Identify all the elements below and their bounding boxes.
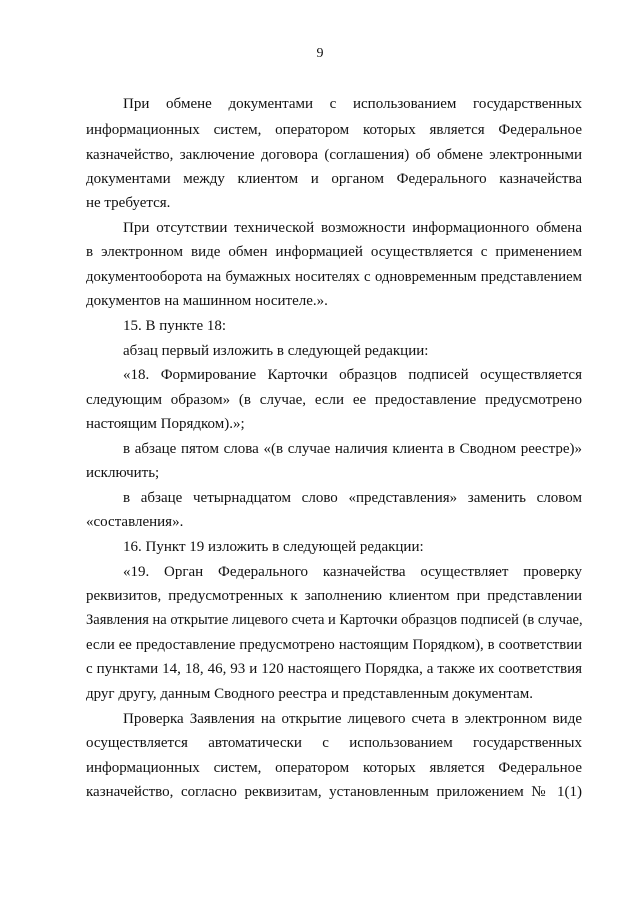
text-line: абзац первый изложить в следующей редакции: [123,343,429,359]
text-line: «составления». [86,514,184,530]
text-line: в электронном виде обмен информацией осуществляется с применением [86,244,582,260]
text-line: При обмене документами с использованием государственных [123,96,582,112]
text-line: Заявления на открытие лицевого счета и Карточки образцов подписей (в случае, [86,612,583,628]
text-line: осуществляется автоматически с использованием государственных [86,735,582,751]
text-line: исключить; [86,465,160,481]
text-line: в абзаце пятом слова «(в случае наличия клиента в Сводном реестре)» [123,441,582,457]
text-line: «18. Формирование Карточки образцов подписей осуществляется [123,367,582,383]
text-line: При отсутствии технической возможности информационного обмена [123,220,582,236]
text-line: с пунктами 14, 18, 46, 93 и 120 настоящего Порядка, а также их соответствия [86,661,582,677]
text-line: 16. Пункт 19 изложить в следующей редакции: [123,539,424,555]
text-line: реквизитов, предусмотренных к заполнению клиентом при представлении [86,588,582,604]
text-line: документооборота на бумажных носителях с одновременным представлением [86,269,582,285]
text-line: в абзаце четырнадцатом слово «представления» заменить словом [123,490,582,506]
text-line: Проверка Заявления на открытие лицевого счета в электронном виде [123,711,582,727]
text-line: информационных систем, оператором которых является Федеральное [86,760,582,776]
text-line: друг другу, данным Сводного реестра и представленным документам. [86,686,533,702]
text-line: если ее предоставление предусмотрено настоящим Порядком), в соответствии [86,637,582,653]
text-line: документов на машинном носителе.». [86,293,328,309]
text-line: 15. В пункте 18: [123,318,227,334]
text-line: настоящим Порядком).»; [86,416,245,432]
page-number: 9 [316,46,324,61]
text-line: информационных систем, оператором которых является Федеральное [86,122,582,138]
text-line: казначейство, заключение договора (соглашения) об обмене электронными [86,147,582,163]
text-line: казначейство, согласно реквизитам, установленным приложением № 1(1) [86,784,582,800]
text-line: следующим образом» (в случае, если ее предоставление предусмотрено [86,392,582,408]
text-line: не требуется. [86,195,171,211]
text-line: «19. Орган Федерального казначейства осуществляет проверку [123,564,582,580]
text-line: документами между клиентом и органом Федерального казначейства [86,171,582,187]
